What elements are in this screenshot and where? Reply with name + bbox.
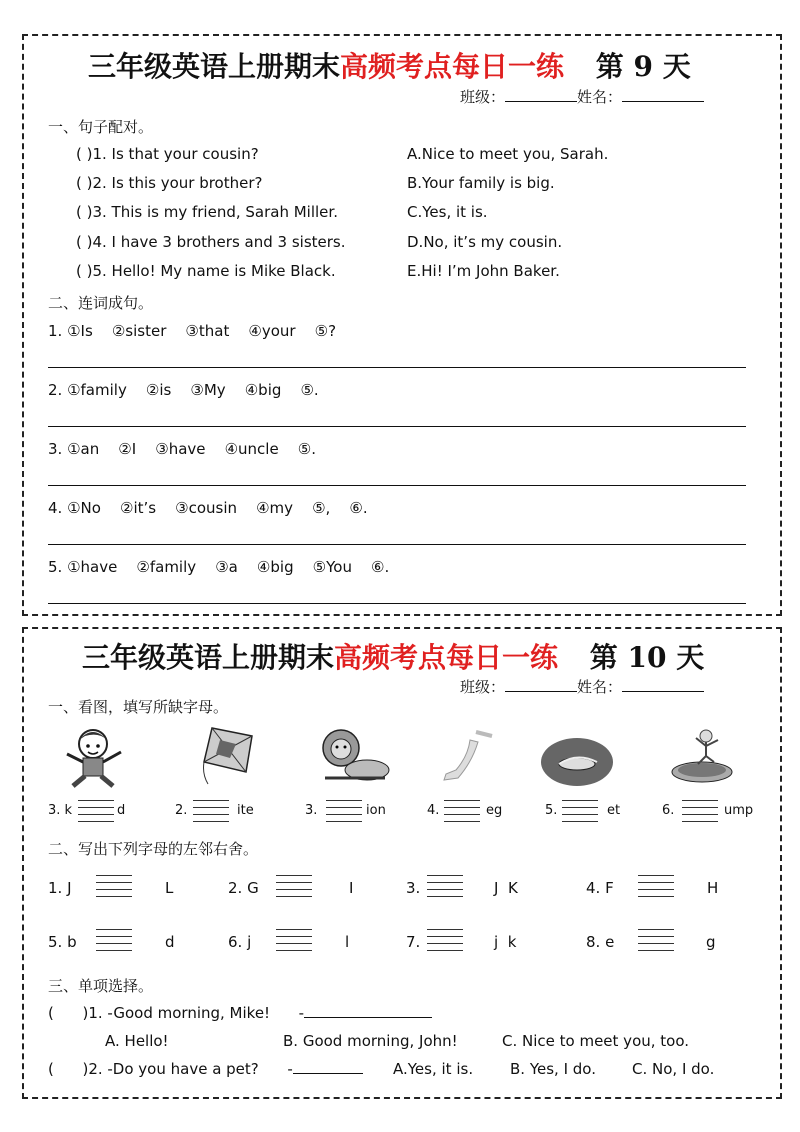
answer-line-5[interactable]	[48, 603, 746, 604]
word-order-5: 5. ①have ②family ③a ④big ⑤You ⑥.	[48, 558, 390, 576]
match-left-5: ( )5. Hello! My name is Mike Black.	[76, 262, 336, 280]
letter-q1-right: L	[165, 879, 174, 897]
match-right-c: C.Yes, it is.	[407, 203, 488, 221]
match-right-d: D.No, it’s my cousin.	[407, 233, 563, 251]
leg-icon	[428, 722, 508, 792]
pic1-blank[interactable]	[78, 800, 114, 822]
choice-q1-option-a: A. Hello!	[105, 1032, 169, 1050]
pet-icon	[537, 722, 617, 792]
choice-q2-option-a: A.Yes, it is.	[393, 1060, 474, 1078]
kid-icon	[55, 722, 135, 792]
day10-section3-heading: 三、单项选择。	[48, 977, 154, 995]
class-blank[interactable]	[505, 691, 577, 692]
word-order-3: 3. ①an ②I ③have ④uncle ⑤.	[48, 440, 316, 458]
letter-q2-right: I	[349, 879, 354, 897]
choice-q2-option-b: B. Yes, I do.	[510, 1060, 596, 1078]
pic3-rest: ion	[366, 803, 386, 818]
letter-q8-right: g	[706, 933, 716, 951]
letter-q6: 6. j	[228, 933, 252, 951]
pic2-label: 2.	[175, 803, 188, 818]
letter-q5: 5. b	[48, 933, 77, 951]
letter-q2-blank[interactable]	[276, 875, 312, 897]
letter-q7-blank[interactable]	[427, 929, 463, 951]
word-order-4: 4. ①No ②it’s ③cousin ④my ⑤, ⑥.	[48, 499, 368, 517]
name-blank[interactable]	[622, 101, 704, 102]
pic4-label: 4.	[427, 803, 440, 818]
answer-line-4[interactable]	[48, 544, 746, 545]
day9-class-name-row: 班级： 姓名：	[460, 86, 704, 107]
match-left-3: ( )3. This is my friend, Sarah Miller.	[76, 203, 338, 221]
letter-q7: 7.	[406, 933, 421, 951]
match-left-1: ( )1. Is that your cousin?	[76, 145, 259, 163]
pic6-label: 6.	[662, 803, 675, 818]
pic5-label: 5.	[545, 803, 558, 818]
letter-q2: 2. G	[228, 879, 259, 897]
choice-q1-blank[interactable]	[304, 1017, 432, 1018]
pic3-label: 3.	[305, 803, 318, 818]
answer-line-1[interactable]	[48, 367, 746, 368]
letter-q6-blank[interactable]	[276, 929, 312, 951]
day9-title: 三年级英语上册期末高频考点每日一练 第 9 天	[88, 50, 691, 83]
answer-line-3[interactable]	[48, 485, 746, 486]
pic4-rest: eg	[486, 803, 503, 818]
pic3-blank[interactable]	[326, 800, 362, 822]
word-order-2: 2. ①family ②is ③My ④big ⑤.	[48, 381, 319, 399]
pic6-blank[interactable]	[682, 800, 718, 822]
pic2-rest: ite	[237, 803, 254, 818]
choice-q2-blank[interactable]	[293, 1073, 363, 1074]
letter-q3: 3.	[406, 879, 421, 897]
letter-q3-right: J K	[494, 879, 518, 897]
letter-q8: 8. e	[586, 933, 615, 951]
match-right-a: A.Nice to meet you, Sarah.	[407, 145, 609, 163]
name-blank[interactable]	[622, 691, 704, 692]
pic6-rest: ump	[724, 803, 754, 818]
kite-icon	[190, 722, 270, 792]
choice-q2: ( )2. -Do you have a pet? -	[48, 1060, 363, 1078]
pic1-rest: d	[117, 803, 126, 818]
match-left-2: ( )2. Is this your brother?	[76, 174, 263, 192]
letter-q4: 4. F	[586, 879, 614, 897]
lion-icon	[315, 722, 395, 792]
match-right-b: B.Your family is big.	[407, 174, 555, 192]
letter-q5-right: d	[165, 933, 175, 951]
class-blank[interactable]	[505, 101, 577, 102]
letter-q3-blank[interactable]	[427, 875, 463, 897]
choice-q1-option-c: C. Nice to meet you, too.	[502, 1032, 690, 1050]
day10-section2-heading: 二、写出下列字母的左邻右舍。	[48, 840, 259, 858]
day10-title: 三年级英语上册期末高频考点每日一练 第 10 天	[82, 641, 705, 674]
match-right-e: E.Hi! I’m John Baker.	[407, 262, 560, 280]
letter-q8-blank[interactable]	[638, 929, 674, 951]
day10-class-name-row: 班级： 姓名：	[460, 676, 704, 697]
choice-q1: ( )1. -Good morning, Mike! -	[48, 1004, 432, 1022]
day9-section2-heading: 二、连词成句。	[48, 294, 154, 312]
letter-q6-right: l	[345, 933, 350, 951]
pic5-blank[interactable]	[562, 800, 598, 822]
pic1-label: 3. k	[48, 803, 73, 818]
letter-q7-right: j k	[494, 933, 517, 951]
day9-section1-heading: 一、句子配对。	[48, 118, 154, 136]
pic4-blank[interactable]	[444, 800, 480, 822]
choice-q1-option-b: B. Good morning, John!	[283, 1032, 458, 1050]
letter-q4-right: H	[707, 879, 719, 897]
letter-q1-blank[interactable]	[96, 875, 132, 897]
day10-section1-heading: 一、看图，填写所缺字母。	[48, 698, 229, 716]
answer-line-2[interactable]	[48, 426, 746, 427]
pic2-blank[interactable]	[193, 800, 229, 822]
match-left-4: ( )4. I have 3 brothers and 3 sisters.	[76, 233, 346, 251]
word-order-1: 1. ①Is ②sister ③that ④your ⑤?	[48, 322, 337, 340]
choice-q2-option-c: C. No, I do.	[632, 1060, 715, 1078]
jump-icon	[662, 722, 742, 792]
letter-q4-blank[interactable]	[638, 875, 674, 897]
letter-q1: 1. J	[48, 879, 72, 897]
letter-q5-blank[interactable]	[96, 929, 132, 951]
pic5-rest: et	[607, 803, 621, 818]
